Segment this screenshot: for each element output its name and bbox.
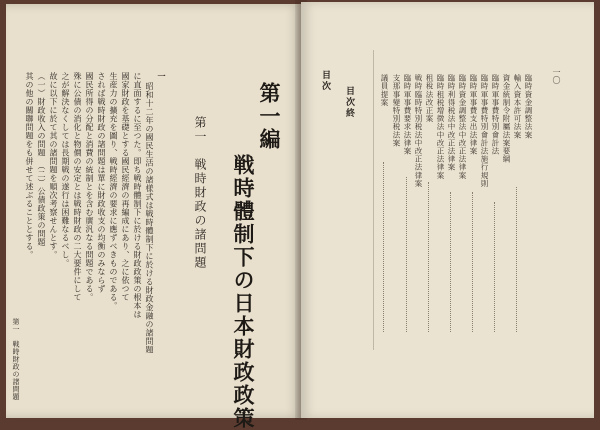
part-title: 戦時體制下の日本財政政策 [231,154,256,430]
toc-item: 議員提案 [380,74,389,107]
toc-item: 臨時租税增徴法中改正法律案 [436,74,445,180]
toc-item: 臨時資金調整法中改正法律案 [458,74,467,180]
leader-dots [450,192,452,332]
leader-dots [472,192,474,332]
leader-dots [494,202,496,332]
leader-dots [516,187,518,332]
leader-dots [383,162,385,332]
toc-item: 租稅法改正案 [425,74,434,123]
toc-divider [373,50,374,350]
body-line: 生産力の擴充を圖り、戦時經濟の要求に應ずべきものである。 [109,72,118,310]
body-line: 國民所得の分配と消費の統制とを含む廣汎なる問題である。 [85,72,94,302]
running-footer: 第一 戦時財政の諸問題 [12,318,20,401]
body-line: 故に以下に於て其の諸問題を順次考察せんとす。 [49,72,58,259]
toc-item: 臨時利得税法中改正法律案 [447,74,456,172]
body-line: 殊に公債の消化と物價の安定とは戦時財政の二大要件にして [73,72,82,302]
body-line: に直面するに至つた。即ち戦時體制下に於ける財政政策の根本は [133,72,142,319]
part-number: 第一編 [257,82,282,151]
toc-item: 戦時臨時特別税法中改正法律案 [414,74,423,188]
leader-dots [428,182,430,332]
body-line: 其の他の關聯問題をも併せて述ぶることとする。 [25,72,34,259]
book-spread [4,0,596,430]
toc-item: 資金統制令附屬法案要綱 [502,74,511,164]
toc-item: 輸入資本許可法案 [513,74,522,139]
right-page [301,2,594,418]
toc-end-mark: 目次終 [344,86,354,119]
body-line: 昭和十二年の國民生活の諸様式は戦時體制下に於ける財政金融の諸問題 [145,82,154,354]
toc-item: 臨時資金調整法案 [524,74,533,139]
leader-dots [406,177,408,332]
body-line: 國家財政を基礎とする國民經濟の再編成にあり、之に依つて [121,72,130,302]
toc-item: 臨時軍事費特別會計法施行規則 [480,74,489,188]
toc-item: 臨時軍事費支出法律案 [469,74,478,155]
toc-item: 臨時軍事費特別會計法 [491,74,500,155]
toc-item: 臨時軍事費要求法律案 [403,74,412,155]
section-heading: 一 [157,72,167,81]
page-marker: 一〇 [552,68,561,84]
body-line: 之が解決なくしては長期戦の遂行は困難なるべし。 [61,72,70,268]
left-page [6,4,301,430]
body-line: （一）財政收入の問題 （二）公債政策の問題 [37,72,46,247]
chapter-title: 第一 戦時財政の諸問題 [193,116,207,270]
toc-item: 支那事變特別税法案 [392,74,401,147]
toc-heading: 目次 [320,70,330,92]
body-line: されば戦時財政の諸問題は單に財政收支の均衡のみならず [97,72,106,293]
